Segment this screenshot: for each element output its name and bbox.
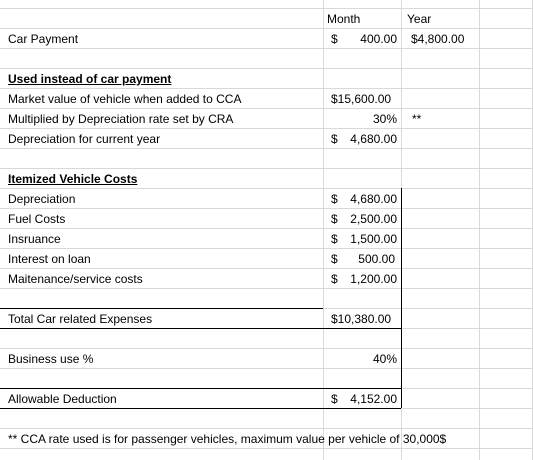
itemized-row[interactable] xyxy=(0,188,533,208)
depreciation-rate-label: Multiplied by Depreciation rate set by CRA xyxy=(8,112,234,126)
total-value: $10,380.00 xyxy=(331,312,392,326)
row-divider xyxy=(0,368,533,369)
depreciation-rate-row[interactable] xyxy=(0,108,533,128)
header-row xyxy=(0,8,533,28)
depreciation-current-year-cell xyxy=(331,128,397,148)
itemized-row[interactable] xyxy=(0,268,533,288)
car-payment-month-value: 400.00 xyxy=(360,32,397,46)
itemized-value-cell xyxy=(331,228,397,248)
row-divider xyxy=(0,288,533,289)
itemized-label: Maitenance/service costs xyxy=(8,272,143,286)
row-divider xyxy=(0,48,533,49)
car-payment-label: Car Payment xyxy=(8,32,79,46)
itemized-value-cell xyxy=(331,268,397,288)
currency-symbol: $ xyxy=(331,232,338,246)
allowable-deduction-value: 4,152.00 xyxy=(350,392,397,406)
currency-symbol: $ xyxy=(331,392,338,406)
business-use-label: Business use % xyxy=(8,352,94,366)
deduction-bottom-border xyxy=(0,408,401,409)
depreciation-current-year-label: Depreciation for current year xyxy=(8,132,161,146)
itemized-value-cell xyxy=(331,208,397,228)
total-bottom-border xyxy=(0,328,401,329)
business-use-row[interactable] xyxy=(0,348,533,368)
market-value-row[interactable] xyxy=(0,88,533,108)
currency-symbol: $ xyxy=(331,272,338,286)
market-value-label: Market value of vehicle when added to CCA xyxy=(8,92,242,106)
itemized-row[interactable] xyxy=(0,208,533,228)
currency-symbol: $ xyxy=(331,252,338,266)
itemized-value: 4,680.00 xyxy=(350,192,397,206)
itemized-label: Depreciation xyxy=(8,192,76,206)
cca-section-title: Used instead of car payment xyxy=(8,72,172,86)
currency-symbol: $ xyxy=(331,192,338,206)
itemized-value: 1,500.00 xyxy=(350,232,397,246)
total-row[interactable] xyxy=(0,308,533,328)
month-header: Month xyxy=(327,12,361,26)
allowable-deduction-row[interactable] xyxy=(0,388,533,408)
currency-symbol: $ xyxy=(331,32,338,46)
itemized-value: 1,200.00 xyxy=(350,272,397,286)
car-payment-year-value: $4,800.00 xyxy=(411,32,465,46)
car-payment-month-cell xyxy=(331,28,397,48)
itemized-value: 2,500.00 xyxy=(350,212,397,226)
itemized-value-cell xyxy=(331,188,397,208)
depreciation-rate-value: 30% xyxy=(372,112,397,126)
itemized-row[interactable] xyxy=(0,228,533,248)
depreciation-current-year-value: 4,680.00 xyxy=(350,132,397,146)
footnote-text: ** CCA rate used is for passenger vehicles, maximum value per vehicle of 30,000$ xyxy=(8,432,447,446)
itemized-label: Fuel Costs xyxy=(8,212,66,226)
footnote-row[interactable] xyxy=(0,428,533,448)
allowable-deduction-label: Allowable Deduction xyxy=(8,392,117,406)
itemized-row[interactable] xyxy=(0,248,533,268)
depreciation-current-year-row[interactable] xyxy=(0,128,533,148)
currency-symbol: $ xyxy=(331,132,338,146)
cca-section-title-row[interactable] xyxy=(0,68,533,88)
year-header: Year xyxy=(407,12,432,26)
car-payment-row[interactable] xyxy=(0,28,533,48)
itemized-title-row[interactable] xyxy=(0,168,533,188)
business-use-value: 40% xyxy=(372,352,397,366)
allowable-deduction-cell xyxy=(331,388,397,408)
itemized-label: Insruance xyxy=(8,232,61,246)
currency-symbol: $ xyxy=(331,212,338,226)
total-label: Total Car related Expenses xyxy=(8,312,153,326)
market-value-value: $15,600.00 xyxy=(331,92,392,106)
itemized-value-cell xyxy=(331,248,397,268)
itemized-value: 500.00 xyxy=(358,252,395,266)
itemized-label: Interest on loan xyxy=(8,252,91,266)
row-divider xyxy=(0,148,533,149)
row-divider xyxy=(0,448,533,449)
itemized-title: Itemized Vehicle Costs xyxy=(8,172,138,186)
depreciation-rate-note: ** xyxy=(412,112,422,126)
